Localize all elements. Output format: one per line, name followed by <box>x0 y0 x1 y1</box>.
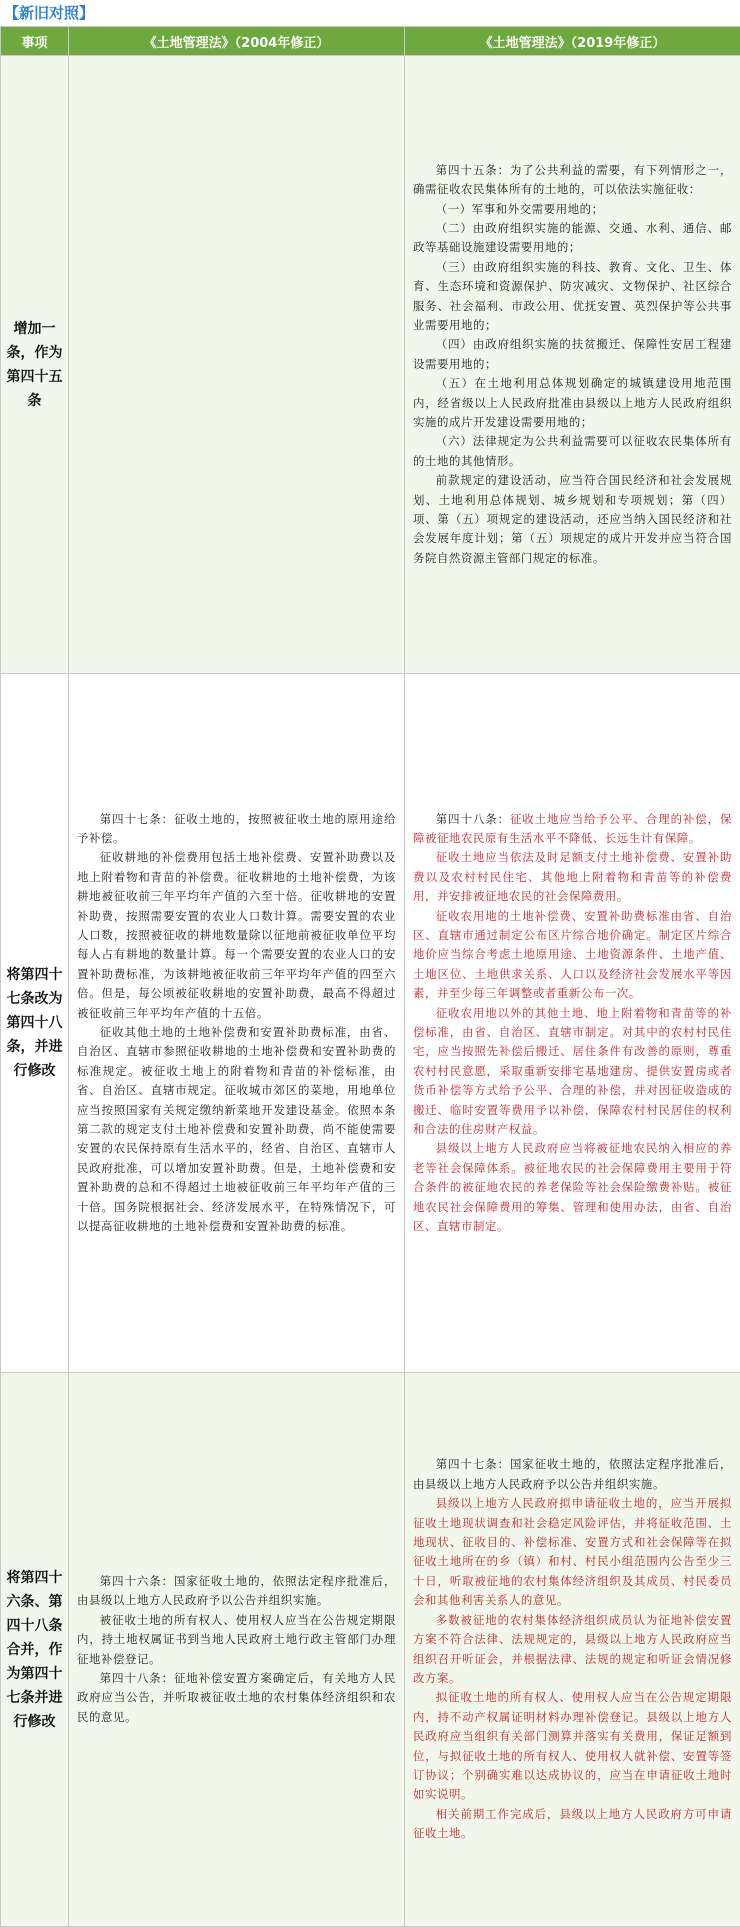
paragraph: 第四十五条：为了公共利益的需要，有下列情形之一，确需征收农民集体所有的土地的，可以依法实施征收： <box>413 161 732 200</box>
paragraph: 前款规定的建设活动，应当符合国民经济和社会发展规划、土地利用总体规划、城乡规划和专项规划；第（四）项、第（五）项规定的建设活动，还应当纳入国民经济和社会发展年度计划；第（五）项规定的成片开发并应当符合国务院自然资源主管部门规定的标准。 <box>413 471 732 568</box>
table-header-row <box>1 27 740 56</box>
paragraph: （三）由政府组织实施的科技、教育、文化、卫生、体育、生态环境和资源保护、防灾减灾、文物保护、社区综合服务、社会福利、市政公用、优抚安置、英烈保护等公共事业需要用地的； <box>413 258 732 336</box>
header-old-law: 《土地管理法》（2004年修正） <box>69 27 405 56</box>
paragraph: 第四十七条：征收土地的，按照被征收土地的原用途给予补偿。 <box>77 810 396 849</box>
paragraph: 第四十八条：征收土地应当给予公平、合理的补偿，保障被征地农民原有生活水平不降低、长远生计有保障。 <box>413 810 732 849</box>
paragraph: （六）法律规定为公共利益需要可以征收农民集体所有的土地的其他情形。 <box>413 432 732 471</box>
paragraph: 第四十七条：国家征收土地的，依照法定程序批准后，由县级以上地方人民政府予以公告并组织实施。 <box>413 1455 732 1494</box>
section-tag: 【新旧对照】 <box>0 0 740 26</box>
paragraph: （五）在土地利用总体规划确定的城镇建设用地范围内，经省级以上人民政府批准由县级以上地方人民政府组织实施的成片开发建设需要用地的； <box>413 374 732 432</box>
row-item-label: 将第四十六条、第四十八条合并，作为第四十七条并进行修改 <box>1 1373 69 1927</box>
old-law-cell <box>69 56 405 674</box>
table-row <box>1 674 740 1373</box>
paragraph: 相关前期工作完成后，县级以上地方人民政府方可申请征收土地。 <box>413 1805 732 1844</box>
paragraph: （四）由政府组织实施的扶贫搬迁、保障性安居工程建设需要用地的； <box>413 335 732 374</box>
paragraph: 征收农用地以外的其他土地、地上附着物和青苗等的补偿标准，由省、自治区、直辖市制定。对其中的农村村民住宅，应当按照先补偿后搬迁、居住条件有改善的原则，尊重农村村民意愿，采取重新安排宅基地建房、提供安置房或者货币补偿等方式给予公平、合理的补偿，并对因征收造成的搬迁、临时安置等费用予以补偿，保障农村村民居住的权利和合法的住房财产权益。 <box>413 1004 732 1140</box>
paragraph: 第四十八条：征地补偿安置方案确定后，有关地方人民政府应当公告，并听取被征收土地的农村集体经济组织和农民的意见。 <box>77 1669 396 1727</box>
paragraph: 拟征收土地的所有权人、使用权人应当在公告规定期限内，持不动产权属证明材料办理补偿登记。县级以上地方人民政府应当组织有关部门测算并落实有关费用，保证足额到位，与拟征收土地的所有权人、使用权人就补偿、安置等签订协议；个别确实难以达成协议的，应当在申请征收土地时如实说明。 <box>413 1688 732 1804</box>
header-new-law: 《土地管理法》（2019年修正） <box>405 27 740 56</box>
paragraph: 县级以上地方人民政府拟申请征收土地的，应当开展拟征收土地现状调查和社会稳定风险评估，并将征收范围、土地现状、征收目的、补偿标准、安置方式和社会保障等在拟征收土地所在的乡（镇）和村、村民小组范围内公告至少三十日，听取被征地的农村集体经济组织及其成员、村民委员会和其他利害关系人的意见。 <box>413 1494 732 1610</box>
paragraph: 征收土地应当依法及时足额支付土地补偿费、安置补助费以及农村村民住宅、其他地上附着物和青苗等的补偿费用，并安排被征地农民的社会保障费用。 <box>413 848 732 906</box>
table-row <box>1 56 740 674</box>
unchanged-text: 第四十八条： <box>436 812 510 826</box>
header-item: 事项 <box>1 27 69 56</box>
paragraph: 被征收土地的所有权人、使用权人应当在公告规定期限内，持土地权属证书到当地人民政府土地行政主管部门办理征地补偿登记。 <box>77 1611 396 1669</box>
paragraph: 多数被征地的农村集体经济组织成员认为征地补偿安置方案不符合法律、法规规定的，县级以上地方人民政府应当组织召开听证会，并根据法律、法规的规定和听证会情况修改方案。 <box>413 1611 732 1689</box>
paragraph: 第四十六条：国家征收土地的，依照法定程序批准后，由县级以上地方人民政府予以公告并组织实施。 <box>77 1572 396 1611</box>
paragraph: 征收农用地的土地补偿费、安置补助费标准由省、自治区、直辖市通过制定公布区片综合地价确定。制定区片综合地价应当综合考虑土地原用途、土地资源条件、土地产值、土地区位、土地供求关系、人口以及经济社会发展水平等因素，并至少每三年调整或者重新公布一次。 <box>413 907 732 1004</box>
row-item-label: 增加一条，作为第四十五条 <box>1 56 69 674</box>
old-law-cell <box>69 674 405 1373</box>
paragraph: 征收耕地的补偿费用包括土地补偿费、安置补助费以及地上附着物和青苗的补偿费。征收耕地的土地补偿费，为该耕地被征收前三年平均年产值的六至十倍。征收耕地的安置补助费，按照需要安置的农业人口数计算。需要安置的农业人口数，按照被征收的耕地数量除以征地前被征收单位平均每人占有耕地的数量计算。每一个需要安置的农业人口的安置补助费标准，为该耕地被征收前三年平均年产值的四至六倍。但是，每公顷被征收耕地的安置补助费，最高不得超过被征收前三年平均年产值的十五倍。 <box>77 848 396 1023</box>
comparison-table <box>0 26 740 1927</box>
paragraph: （二）由政府组织实施的能源、交通、水利、通信、邮政等基础设施建设需要用地的； <box>413 219 732 258</box>
paragraph: 县级以上地方人民政府应当将被征地农民纳入相应的养老等社会保障体系。被征地农民的社会保障费用主要用于符合条件的被征地农民的养老保险等社会保险缴费补贴。被征地农民社会保障费用的筹集、管理和使用办法，由省、自治区、直辖市制定。 <box>413 1139 732 1236</box>
paragraph: 征收其他土地的土地补偿费和安置补助费标准，由省、自治区、直辖市参照征收耕地的土地补偿费和安置补助费的标准规定。被征收土地上的附着物和青苗的补偿标准，由省、自治区、直辖市规定。征收城市郊区的菜地，用地单位应当按照国家有关规定缴纳新菜地开发建设基金。依照本条第二款的规定支付土地补偿费和安置补助费，尚不能使需要安置的农民保持原有生活水平的，经省、自治区、直辖市人民政府批准，可以增加安置补助费。但是，土地补偿费和安置补助费的总和不得超过土地被征收前三年平均年产值的三十倍。国务院根据社会、经济发展水平，在特殊情况下，可以提高征收耕地的土地补偿费和安置补助费的标准。 <box>77 1023 396 1236</box>
new-law-cell <box>405 56 740 674</box>
row-item-label: 将第四十七条改为第四十八条，并进行修改 <box>1 674 69 1373</box>
new-law-cell <box>405 674 740 1373</box>
paragraph: （一）军事和外交需要用地的； <box>413 200 732 219</box>
old-law-cell <box>69 1373 405 1927</box>
new-law-cell <box>405 1373 740 1927</box>
table-row <box>1 1373 740 1927</box>
